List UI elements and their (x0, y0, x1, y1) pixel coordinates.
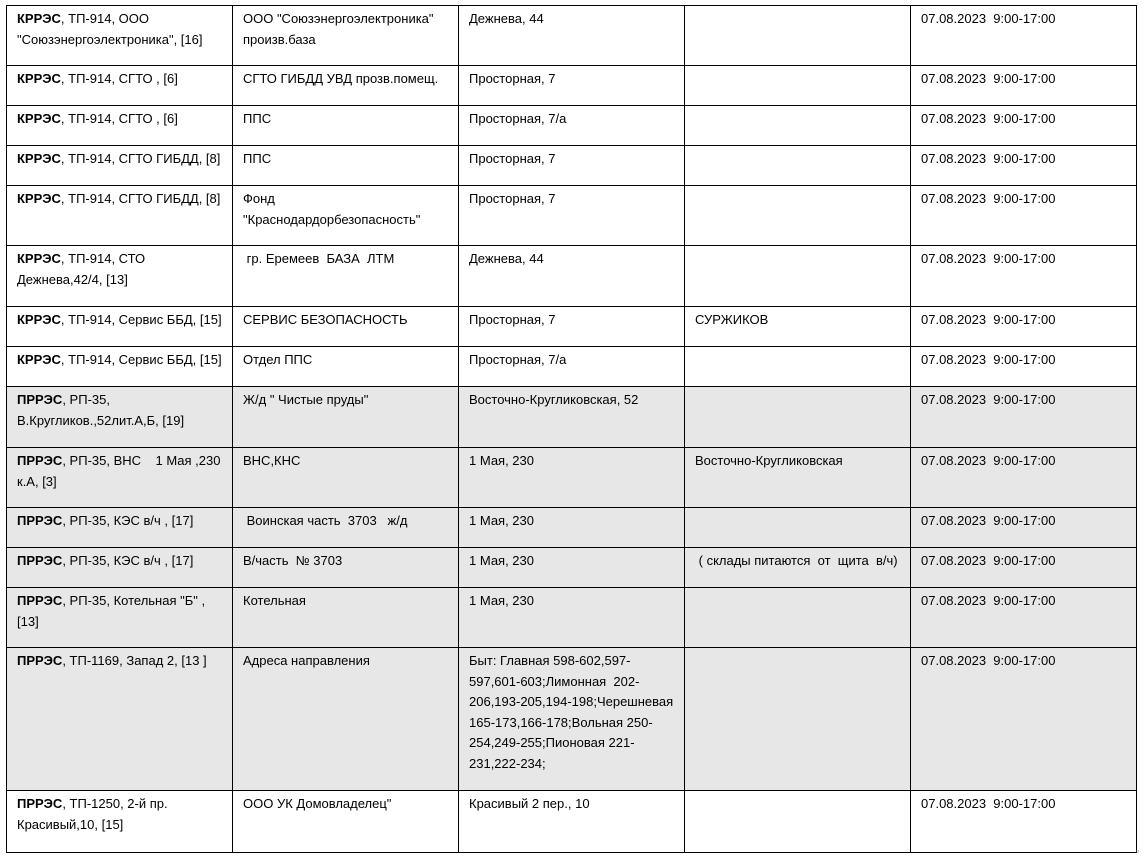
res-name: ПРРЭС (17, 553, 63, 568)
res-name: КРРЭС (17, 11, 61, 26)
cell-note: СУРЖИКОВ (685, 307, 911, 347)
table-row (7, 387, 1137, 448)
cell-consumer: гр. Еремеев БАЗА ЛТМ (233, 246, 459, 307)
cell-address: Просторная, 7/а (459, 347, 685, 387)
table-row (7, 246, 1137, 307)
cell-note (685, 387, 911, 448)
feeder-text: , ТП-914, СГТО , [6] (60, 111, 178, 126)
table-row (7, 448, 1137, 508)
feeder-text: , РП-35, В.Кругликов.,52лит.А,Б, [19] (17, 392, 185, 428)
cell-note (685, 508, 911, 548)
feeder-text: , ТП-1169, Запад 2, [13 ] (62, 653, 207, 668)
res-name: ПРРЭС (17, 453, 63, 468)
cell-consumer: ППС (233, 146, 459, 186)
cell-date: 07.08.2023 9:00-17:00 (911, 6, 1137, 66)
feeder-text: , ТП-914, СГТО ГИБДД, [8] (60, 151, 221, 166)
feeder-text: , ТП-1250, 2-й пр. Красивый,10, [15] (17, 796, 172, 832)
cell-date: 07.08.2023 9:00-17:00 (911, 307, 1137, 347)
feeder-text: , ТП-914, ООО "Союзэнергоэлектроника", [16] (17, 11, 203, 47)
cell-feeder (7, 548, 233, 588)
cell-date: 07.08.2023 9:00-17:00 (911, 548, 1137, 588)
table-row (7, 66, 1137, 106)
cell-address: Просторная, 7/а (459, 106, 685, 146)
cell-note (685, 588, 911, 648)
cell-consumer: ВНС,КНС (233, 448, 459, 508)
outage-table (6, 5, 1137, 853)
table-row (7, 106, 1137, 146)
cell-address: 1 Мая, 230 (459, 508, 685, 548)
cell-date: 07.08.2023 9:00-17:00 (911, 106, 1137, 146)
res-name: КРРЭС (17, 191, 61, 206)
cell-note (685, 648, 911, 791)
cell-note (685, 106, 911, 146)
cell-feeder (7, 146, 233, 186)
cell-date: 07.08.2023 9:00-17:00 (911, 648, 1137, 791)
cell-consumer: ППС (233, 106, 459, 146)
cell-date: 07.08.2023 9:00-17:00 (911, 588, 1137, 648)
cell-feeder (7, 186, 233, 246)
cell-note (685, 791, 911, 853)
cell-feeder (7, 387, 233, 448)
cell-date: 07.08.2023 9:00-17:00 (911, 791, 1137, 853)
cell-consumer: Ж/д " Чистые пруды" (233, 387, 459, 448)
cell-feeder (7, 246, 233, 307)
feeder-text: , РП-35, КЭС в/ч , [17] (62, 553, 194, 568)
cell-note (685, 186, 911, 246)
feeder-text: , ТП-914, Сервис ББД, [15] (60, 312, 222, 327)
cell-consumer: СГТО ГИБДД УВД прозв.помещ. (233, 66, 459, 106)
table-row (7, 6, 1137, 66)
cell-consumer: ООО "Союзэнергоэлектроника" произв.база (233, 6, 459, 66)
cell-consumer: Котельная (233, 588, 459, 648)
outage-table-body (7, 6, 1137, 853)
cell-consumer: СЕРВИС БЕЗОПАСНОСТЬ (233, 307, 459, 347)
cell-note (685, 66, 911, 106)
table-row (7, 146, 1137, 186)
res-name: ПРРЭС (17, 653, 63, 668)
cell-feeder (7, 508, 233, 548)
table-row (7, 508, 1137, 548)
feeder-text: , РП-35, Котельная "Б" , [13] (17, 593, 209, 629)
cell-address: Просторная, 7 (459, 186, 685, 246)
cell-date: 07.08.2023 9:00-17:00 (911, 387, 1137, 448)
cell-address: 1 Мая, 230 (459, 548, 685, 588)
feeder-text: , ТП-914, СГТО , [6] (60, 71, 178, 86)
cell-feeder (7, 307, 233, 347)
cell-address: Просторная, 7 (459, 146, 685, 186)
cell-note (685, 146, 911, 186)
cell-note: ( склады питаются от щита в/ч) (685, 548, 911, 588)
cell-date: 07.08.2023 9:00-17:00 (911, 508, 1137, 548)
cell-address: Просторная, 7 (459, 307, 685, 347)
cell-consumer: Фонд "Краснодардорбезопасность" (233, 186, 459, 246)
res-name: КРРЭС (17, 312, 61, 327)
cell-address: Красивый 2 пер., 10 (459, 791, 685, 853)
cell-note (685, 246, 911, 307)
cell-address: Восточно-Кругликовская, 52 (459, 387, 685, 448)
cell-note (685, 347, 911, 387)
cell-date: 07.08.2023 9:00-17:00 (911, 66, 1137, 106)
corner-mark: ▫ (1135, 846, 1139, 856)
cell-address: 1 Мая, 230 (459, 448, 685, 508)
res-name: КРРЭС (17, 71, 61, 86)
res-name: ПРРЭС (17, 593, 63, 608)
cell-feeder (7, 588, 233, 648)
cell-consumer: Адреса направления (233, 648, 459, 791)
cell-feeder (7, 648, 233, 791)
cell-consumer: Отдел ППС (233, 347, 459, 387)
cell-feeder (7, 66, 233, 106)
cell-date: 07.08.2023 9:00-17:00 (911, 186, 1137, 246)
feeder-text: , РП-35, КЭС в/ч , [17] (62, 513, 194, 528)
res-name: КРРЭС (17, 352, 61, 367)
cell-feeder (7, 791, 233, 853)
res-name: ПРРЭС (17, 796, 63, 811)
cell-address: Просторная, 7 (459, 66, 685, 106)
cell-address: Быт: Главная 598-602,597-597,601-603;Лимонная 202-206,193-205,194-198;Черешневая 165-173,166-178;Вольная 250-254,249-255;Пионовая 221-231,222-234; (459, 648, 685, 791)
feeder-text: , ТП-914, Сервис ББД, [15] (60, 352, 222, 367)
table-row (7, 307, 1137, 347)
cell-consumer: ООО УК Домовладелец" (233, 791, 459, 853)
cell-address: Дежнева, 44 (459, 6, 685, 66)
cell-note (685, 6, 911, 66)
table-row (7, 791, 1137, 853)
cell-feeder (7, 6, 233, 66)
table-row (7, 548, 1137, 588)
feeder-text: , ТП-914, СГТО ГИБДД, [8] (60, 191, 221, 206)
cell-date: 07.08.2023 9:00-17:00 (911, 146, 1137, 186)
table-row (7, 648, 1137, 791)
cell-address: 1 Мая, 230 (459, 588, 685, 648)
table-row (7, 588, 1137, 648)
cell-date: 07.08.2023 9:00-17:00 (911, 347, 1137, 387)
feeder-text: , РП-35, ВНС 1 Мая ,230 к.А, [3] (17, 453, 225, 489)
cell-date: 07.08.2023 9:00-17:00 (911, 448, 1137, 508)
res-name: ПРРЭС (17, 392, 63, 407)
cell-feeder (7, 448, 233, 508)
feeder-text: , ТП-914, СТО Дежнева,42/4, [13] (17, 251, 149, 287)
cell-feeder (7, 106, 233, 146)
table-row (7, 186, 1137, 246)
res-name: ПРРЭС (17, 513, 63, 528)
cell-note: Восточно-Кругликовская (685, 448, 911, 508)
cell-address: Дежнева, 44 (459, 246, 685, 307)
res-name: КРРЭС (17, 151, 61, 166)
cell-consumer: Воинская часть 3703 ж/д (233, 508, 459, 548)
cell-date: 07.08.2023 9:00-17:00 (911, 246, 1137, 307)
res-name: КРРЭС (17, 111, 61, 126)
table-row (7, 347, 1137, 387)
cell-consumer: В/часть № 3703 (233, 548, 459, 588)
res-name: КРРЭС (17, 251, 61, 266)
cell-feeder (7, 347, 233, 387)
